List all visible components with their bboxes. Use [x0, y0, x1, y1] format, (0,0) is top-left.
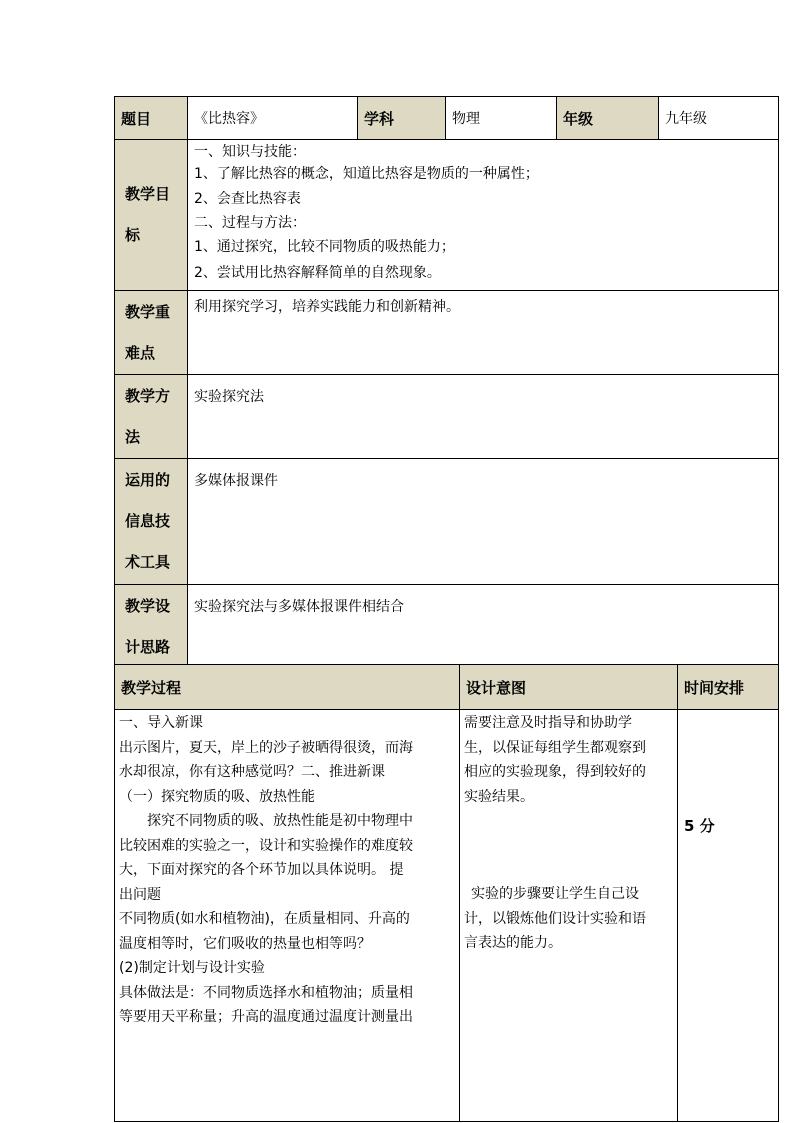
- grade-value: 九年级: [659, 97, 779, 140]
- design-row: [115, 585, 779, 669]
- tools-content: 多媒体报课件: [188, 459, 779, 585]
- difficulty-label: [115, 291, 188, 375]
- difficulty-label-line2: 难点: [125, 343, 156, 362]
- tools-label-line3: 术工具: [125, 553, 171, 571]
- intent-line: 计，以锻炼他们设计实验和语: [464, 910, 646, 927]
- intent-column-header: 设计意图: [460, 665, 678, 710]
- process-line: （一）探究物质的吸、放热性能: [119, 788, 315, 805]
- method-content: 实验探究法: [188, 375, 779, 459]
- grade-label: 年级: [557, 97, 659, 140]
- objectives-content: [188, 140, 779, 291]
- process-line: 具体做法是：不同物质选择水和植物油；质量相: [119, 984, 413, 1001]
- objectives-line: 一、知识与技能：: [194, 144, 306, 160]
- intent-line: 实验的步骤要让学生自己设: [471, 886, 639, 902]
- process-line: 出问题: [119, 886, 161, 903]
- objectives-line: 2、尝试用比热容解释简单的自然现象。: [194, 265, 441, 281]
- intent-line: 生，以保证每组学生都观察到: [464, 739, 646, 756]
- process-line: (2)制定计划与设计实验: [119, 960, 265, 976]
- tools-label-line2: 信息技: [125, 512, 171, 530]
- lesson-info-table: [114, 96, 779, 669]
- design-content: 实验探究法与多媒体报课件相结合: [188, 585, 779, 669]
- process-line: 等要用天平称量；升高的温度通过温度计测量出: [119, 1009, 413, 1025]
- tools-label: [115, 459, 188, 585]
- process-line: 比较困难的实验之一，设计和实验操作的难度较: [119, 837, 413, 854]
- process-content: [115, 710, 460, 1122]
- design-label-line2: 计思路: [125, 637, 171, 656]
- tools-label-line1: 运用的: [125, 471, 171, 489]
- difficulty-row: [115, 291, 779, 375]
- process-line: 不同物质(如水和植物油)，在质量相同、升高的: [119, 911, 410, 927]
- intent-line: 言表达的能力。: [464, 935, 562, 951]
- objectives-row: [115, 140, 779, 291]
- method-label: [115, 375, 188, 459]
- objectives-line: 1、通过探究，比较不同物质的吸热能力；: [194, 239, 455, 255]
- process-line: 温度相等时，它们吸收的热量也相等吗？: [119, 935, 371, 952]
- objectives-label: [115, 140, 188, 291]
- tools-row: [115, 459, 779, 585]
- objectives-line: 2、会查比热容表: [194, 191, 301, 207]
- process-line: 出示图片，夏天，岸上的沙子被晒得很烫，而海: [119, 739, 413, 756]
- design-label-line1: 教学设: [125, 596, 171, 615]
- teaching-process-table: [114, 664, 779, 1122]
- header-row: [115, 97, 779, 140]
- process-column-header: 教学过程: [115, 665, 460, 710]
- objectives-label-line1: 教学目: [125, 185, 171, 203]
- intent-line: 需要注意及时指导和协助学: [464, 715, 632, 731]
- method-row: [115, 375, 779, 459]
- intent-content: [460, 710, 678, 1122]
- process-line: 水却很凉，你有这种感觉吗？二、推进新课: [119, 764, 385, 780]
- intent-line: 实验结果。: [464, 788, 534, 805]
- time-column-header: 时间安排: [678, 665, 779, 710]
- process-line: 探究不同物质的吸、放热性能是初中物理中: [147, 813, 413, 829]
- topic-value: 《比热容》: [188, 97, 358, 140]
- difficulty-content: 利用探究学习，培养实践能力和创新精神。: [188, 291, 779, 375]
- objectives-line: 1、了解比热容的概念，知道比热容是物质的一种属性；: [194, 166, 539, 182]
- subject-value: 物理: [446, 97, 557, 140]
- time-content: 5 分: [678, 710, 779, 1122]
- design-label: [115, 585, 188, 669]
- method-label-line2: 法: [125, 427, 141, 446]
- subject-label: 学科: [358, 97, 446, 140]
- process-header-row: [115, 665, 779, 710]
- process-content-row: [115, 710, 779, 1122]
- intent-line: 相应的实验现象，得到较好的: [464, 764, 646, 780]
- method-label-line1: 教学方: [125, 386, 171, 405]
- objectives-line: 二、过程与方法：: [194, 215, 306, 231]
- process-line: 一、导入新课: [119, 715, 203, 731]
- difficulty-label-line1: 教学重: [125, 302, 171, 321]
- objectives-label-line2: 标: [125, 226, 141, 244]
- topic-label: 题目: [115, 97, 188, 140]
- process-line: 大，下面对探究的各个环节加以具体说明。 提: [119, 862, 404, 878]
- intent-spacer: [464, 809, 673, 882]
